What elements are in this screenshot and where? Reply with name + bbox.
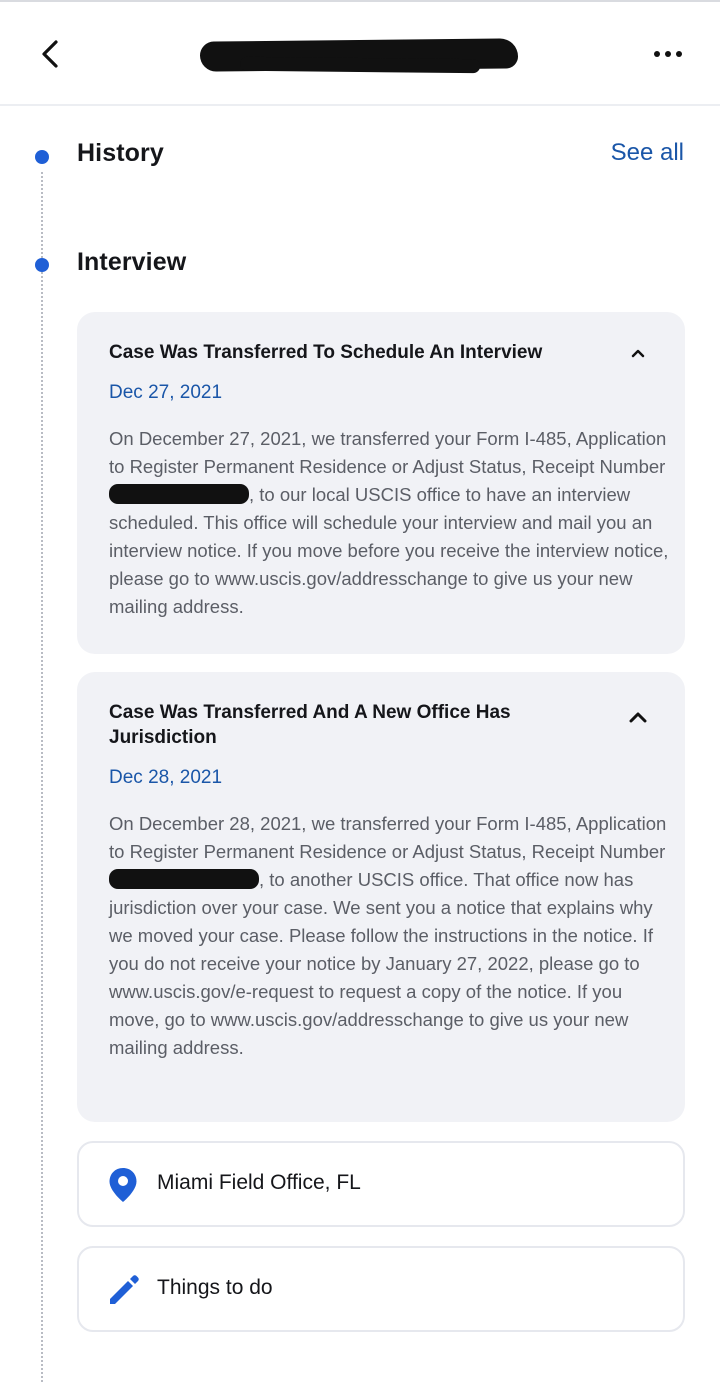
chevron-up-icon — [629, 711, 647, 723]
chevron-up-icon — [631, 348, 645, 358]
card-date: Dec 27, 2021 — [109, 382, 223, 403]
see-all-link[interactable]: See all — [610, 139, 684, 166]
card-title: Case Was Transferred To Schedule An Interview — [109, 342, 543, 363]
things-to-do-tile[interactable] — [77, 1246, 685, 1332]
redacted-receipt-number — [109, 869, 259, 889]
location-pin-icon — [105, 1165, 141, 1205]
timeline-line — [41, 172, 43, 1382]
card-date: Dec 28, 2021 — [109, 767, 223, 788]
card-description-end: , to another USCIS office. That office now has jurisdiction over your case. We sent you a notice that explains why we moved your case. Please follow the instructions in the notice. If you do not receive your notice by January 27, 2022, please go to www.uscis.gov/e-request to request a copy of the notice. If you move, go to www.uscis.gov/addresschange to give us your new mailing address. — [109, 869, 653, 1058]
collapse-button[interactable] — [627, 342, 649, 364]
case-status-card[interactable] — [77, 312, 685, 654]
card-description-start: On December 28, 2021, we transferred your Form I-485, Application to Register Permanent Residence or Adjust Status, Receipt Number — [109, 813, 667, 862]
redacted-header-title — [200, 38, 518, 71]
field-office-tile[interactable] — [77, 1141, 685, 1227]
card-title: Case Was Transferred And A New Office Has Jurisdiction — [109, 702, 511, 748]
pencil-icon — [105, 1270, 141, 1310]
app-header — [0, 2, 720, 106]
card-description — [109, 810, 669, 1062]
timeline-dot-history — [35, 150, 49, 164]
back-button[interactable] — [30, 34, 70, 74]
field-office-label: Miami Field Office, FL — [157, 1171, 361, 1194]
card-description — [109, 425, 669, 621]
card-description-end: , to our local USCIS office to have an interview scheduled. This office will schedule your interview and mail you an interview notice. If you move before you receive the interview notice, please go to www.uscis.gov/addresschange to give us your new mailing address. — [109, 484, 669, 617]
interview-title: Interview — [77, 248, 187, 276]
timeline-dot-interview — [35, 258, 49, 272]
redacted-receipt-number — [109, 484, 249, 504]
more-options-button[interactable] — [646, 38, 690, 70]
collapse-button[interactable] — [627, 706, 649, 728]
history-title: History — [77, 139, 164, 167]
case-status-card[interactable] — [77, 672, 685, 1122]
things-to-do-label: Things to do — [157, 1276, 273, 1299]
more-horizontal-icon — [654, 51, 660, 57]
card-description-start: On December 27, 2021, we transferred your Form I-485, Application to Register Permanent Residence or Adjust Status, Receipt Number — [109, 428, 667, 477]
chevron-left-icon — [39, 39, 61, 69]
